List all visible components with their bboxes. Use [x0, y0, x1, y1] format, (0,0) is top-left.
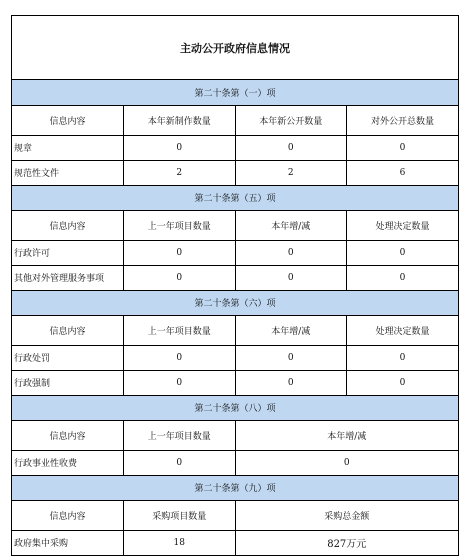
column-header: 信息内容: [12, 315, 124, 345]
column-header-row: [12, 105, 458, 135]
disclosure-table: [12, 80, 458, 555]
column-header: 信息内容: [12, 500, 124, 530]
table-row: [12, 345, 458, 370]
table-cell: 0: [347, 370, 459, 395]
table-cell: 0: [347, 345, 459, 370]
row-label: 规范性文件: [12, 160, 124, 185]
section-heading-row: [12, 395, 458, 420]
table-row: [12, 160, 458, 185]
section-heading-row: [12, 475, 458, 500]
table-row: [12, 265, 458, 290]
row-label: 行政许可: [12, 240, 124, 265]
column-header: 本年增/减: [235, 315, 347, 345]
column-header: 信息内容: [12, 105, 124, 135]
table-row: [12, 370, 458, 395]
table-cell: 0: [235, 450, 458, 475]
section-heading-row: [12, 80, 458, 105]
row-label: 其他对外管理服务事项: [12, 265, 124, 290]
section-heading: 第二十条第（八）项: [12, 395, 458, 420]
section-heading: 第二十条第（五）项: [12, 185, 458, 210]
row-label: 行政事业性收费: [12, 450, 124, 475]
column-header: 本年新制作数量: [124, 105, 236, 135]
column-header: 信息内容: [12, 420, 124, 450]
table-cell: 0: [124, 450, 236, 475]
column-header-row: [12, 500, 458, 530]
section-heading: 第二十条第（一）项: [12, 80, 458, 105]
row-label: 行政强制: [12, 370, 124, 395]
table-row: [12, 240, 458, 265]
table-cell: 0: [124, 370, 236, 395]
page-title: 主动公开政府信息情况: [12, 16, 458, 80]
column-header-row: [12, 210, 458, 240]
table-cell: 0: [235, 370, 347, 395]
column-header: 本年新公开数量: [235, 105, 347, 135]
table-cell: 6: [347, 160, 459, 185]
table-cell: 0: [347, 265, 459, 290]
column-header: 上一年项目数量: [124, 315, 236, 345]
table-cell: 0: [124, 345, 236, 370]
table-cell: 0: [235, 345, 347, 370]
column-header: 处理决定数量: [347, 210, 459, 240]
table-cell: 827万元: [235, 530, 458, 555]
table-cell: 0: [347, 135, 459, 160]
column-header: 上一年项目数量: [124, 210, 236, 240]
column-header: 本年增/减: [235, 210, 347, 240]
table-row: [12, 135, 458, 160]
table-row: [12, 530, 458, 555]
table-cell: 2: [124, 160, 236, 185]
row-label: 规章: [12, 135, 124, 160]
table-cell: 0: [347, 240, 459, 265]
disclosure-table-sheet: [11, 15, 459, 556]
column-header: 对外公开总数量: [347, 105, 459, 135]
table-cell: 0: [235, 240, 347, 265]
section-heading-row: [12, 290, 458, 315]
column-header: 本年增/减: [235, 420, 458, 450]
column-header: 采购总金额: [235, 500, 458, 530]
column-header: 上一年项目数量: [124, 420, 236, 450]
column-header: 信息内容: [12, 210, 124, 240]
table-cell: 0: [124, 240, 236, 265]
table-cell: 2: [235, 160, 347, 185]
section-heading: 第二十条第（九）项: [12, 475, 458, 500]
table-cell: 0: [124, 135, 236, 160]
column-header-row: [12, 420, 458, 450]
table-row: [12, 450, 458, 475]
column-header: 处理决定数量: [347, 315, 459, 345]
row-label: 政府集中采购: [12, 530, 124, 555]
table-cell: 0: [124, 265, 236, 290]
section-heading: 第二十条第（六）项: [12, 290, 458, 315]
table-cell: 0: [235, 265, 347, 290]
column-header-row: [12, 315, 458, 345]
section-heading-row: [12, 185, 458, 210]
table-cell: 0: [235, 135, 347, 160]
table-cell: 18: [124, 530, 236, 555]
column-header: 采购项目数量: [124, 500, 236, 530]
row-label: 行政处罚: [12, 345, 124, 370]
